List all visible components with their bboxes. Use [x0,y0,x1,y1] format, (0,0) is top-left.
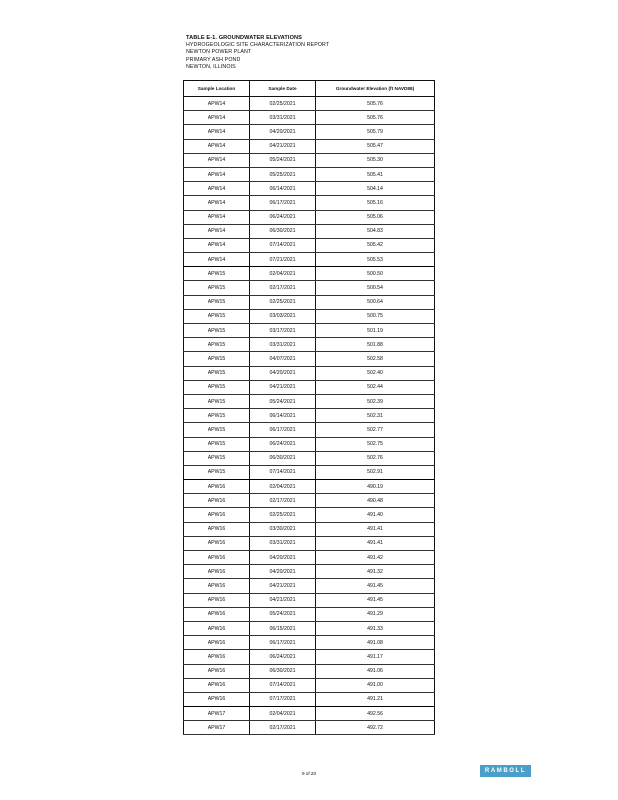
cell-sample-location: APW14 [184,224,250,238]
cell-sample-location: APW14 [184,111,250,125]
column-header-groundwater-elevation: Groundwater Elevation (ft NAVD88) [316,81,435,97]
column-header-sample-location: Sample Location [184,81,250,97]
cell-sample-date: 02/17/2021 [250,281,316,295]
cell-sample-location: APW16 [184,565,250,579]
cell-sample-location: APW15 [184,281,250,295]
cell-sample-date: 05/24/2021 [250,394,316,408]
table-row [184,394,435,408]
table-row [184,182,435,196]
cell-sample-date: 04/07/2021 [250,352,316,366]
table-row [184,238,435,252]
cell-sample-date: 03/31/2021 [250,338,316,352]
table-row [184,423,435,437]
table-header [186,35,329,71]
cell-groundwater-elevation: 504.14 [316,182,435,196]
cell-groundwater-elevation: 505.16 [316,196,435,210]
page-number: 9 of 20 [301,771,317,776]
table-row [184,125,435,139]
cell-sample-location: APW15 [184,267,250,281]
cell-sample-location: APW16 [184,536,250,550]
cell-sample-date: 07/14/2021 [250,678,316,692]
table-row [184,253,435,267]
cell-sample-date: 06/24/2021 [250,650,316,664]
cell-sample-location: APW16 [184,551,250,565]
cell-sample-location: APW16 [184,593,250,607]
cell-sample-location: APW15 [184,366,250,380]
cell-sample-date: 02/04/2021 [250,267,316,281]
table-title: TABLE E-1. GROUNDWATER ELEVATIONS [186,35,303,41]
cell-sample-location: APW16 [184,522,250,536]
cell-sample-date: 06/30/2021 [250,451,316,465]
cell-groundwater-elevation: 491.41 [316,536,435,550]
cell-groundwater-elevation: 490.48 [316,494,435,508]
cell-sample-date: 04/20/2021 [250,565,316,579]
unit-name: PRIMARY ASH POND [186,56,241,63]
cell-sample-date: 04/21/2021 [250,139,316,153]
table-row [184,650,435,664]
cell-sample-location: APW16 [184,621,250,635]
cell-groundwater-elevation: 491.06 [316,664,435,678]
cell-groundwater-elevation: 500.54 [316,281,435,295]
cell-sample-date: 02/17/2021 [250,494,316,508]
table-row [184,480,435,494]
cell-groundwater-elevation: 501.88 [316,338,435,352]
cell-groundwater-elevation: 502.91 [316,465,435,479]
cell-sample-date: 02/25/2021 [250,508,316,522]
cell-sample-date: 04/20/2021 [250,366,316,380]
cell-groundwater-elevation: 502.31 [316,409,435,423]
table-row [184,607,435,621]
table-row [184,522,435,536]
cell-groundwater-elevation: 500.75 [316,309,435,323]
cell-sample-location: APW14 [184,210,250,224]
table-row [184,494,435,508]
cell-groundwater-elevation: 491.33 [316,621,435,635]
table-row [184,451,435,465]
cell-sample-location: APW14 [184,153,250,167]
cell-groundwater-elevation: 505.47 [316,139,435,153]
table-row [184,437,435,451]
table-row [184,692,435,706]
table-row [184,167,435,181]
cell-sample-date: 06/14/2021 [250,409,316,423]
cell-sample-date: 05/24/2021 [250,607,316,621]
cell-groundwater-elevation: 500.64 [316,295,435,309]
cell-sample-location: APW14 [184,253,250,267]
cell-sample-date: 05/25/2021 [250,167,316,181]
cell-sample-location: APW15 [184,394,250,408]
cell-sample-location: APW15 [184,451,250,465]
site-location: NEWTON, ILLINOIS [186,63,236,70]
cell-sample-date: 03/30/2021 [250,522,316,536]
cell-sample-location: APW15 [184,380,250,394]
table-row [184,153,435,167]
cell-sample-date: 02/04/2021 [250,707,316,721]
cell-sample-location: APW15 [184,437,250,451]
cell-sample-date: 04/21/2021 [250,593,316,607]
cell-sample-date: 06/17/2021 [250,423,316,437]
cell-sample-date: 07/14/2021 [250,465,316,479]
table-row [184,366,435,380]
table-row [184,281,435,295]
table-row [184,707,435,721]
cell-sample-date: 07/14/2021 [250,238,316,252]
table-row [184,267,435,281]
cell-groundwater-elevation: 491.41 [316,522,435,536]
table-row [184,636,435,650]
table-row [184,295,435,309]
table-row [184,111,435,125]
cell-sample-date: 06/17/2021 [250,636,316,650]
cell-sample-location: APW15 [184,465,250,479]
cell-sample-location: APW15 [184,352,250,366]
report-name: HYDROGEOLOGIC SITE CHARACTERIZATION REPORT [186,42,330,49]
cell-sample-date: 03/31/2021 [250,111,316,125]
cell-groundwater-elevation: 491.29 [316,607,435,621]
cell-sample-date: 04/21/2021 [250,579,316,593]
cell-groundwater-elevation: 501.19 [316,324,435,338]
cell-groundwater-elevation: 492.72 [316,721,435,735]
cell-groundwater-elevation: 491.08 [316,636,435,650]
cell-groundwater-elevation: 491.00 [316,678,435,692]
cell-sample-date: 03/31/2021 [250,536,316,550]
cell-groundwater-elevation: 500.50 [316,267,435,281]
cell-sample-location: APW16 [184,678,250,692]
cell-groundwater-elevation: 505.79 [316,125,435,139]
table-row [184,621,435,635]
cell-groundwater-elevation: 491.40 [316,508,435,522]
cell-sample-date: 06/17/2021 [250,196,316,210]
cell-groundwater-elevation: 491.32 [316,565,435,579]
cell-sample-date: 07/21/2021 [250,253,316,267]
cell-groundwater-elevation: 505.53 [316,253,435,267]
table-row [184,508,435,522]
cell-sample-location: APW17 [184,721,250,735]
cell-groundwater-elevation: 491.21 [316,692,435,706]
table-row [184,409,435,423]
table-row [184,97,435,111]
cell-groundwater-elevation: 491.42 [316,551,435,565]
cell-groundwater-elevation: 491.45 [316,579,435,593]
cell-sample-date: 06/30/2021 [250,664,316,678]
cell-groundwater-elevation: 505.76 [316,111,435,125]
column-header-sample-date: Sample Date [250,81,316,97]
table-row [184,551,435,565]
cell-groundwater-elevation: 502.75 [316,437,435,451]
cell-sample-location: APW15 [184,295,250,309]
table-row [184,565,435,579]
table-row [184,309,435,323]
table-row [184,210,435,224]
cell-sample-date: 03/03/2021 [250,309,316,323]
table-row [184,678,435,692]
cell-sample-date: 04/20/2021 [250,551,316,565]
cell-sample-location: APW14 [184,97,250,111]
ramboll-logo: RAMBOLL [480,765,531,777]
cell-sample-location: APW16 [184,636,250,650]
cell-sample-location: APW14 [184,238,250,252]
cell-sample-date: 02/25/2021 [250,295,316,309]
cell-sample-date: 03/17/2021 [250,324,316,338]
cell-groundwater-elevation: 490.19 [316,480,435,494]
cell-sample-date: 06/15/2021 [250,621,316,635]
cell-sample-location: APW16 [184,480,250,494]
table-header-row [184,81,435,97]
table-row [184,224,435,238]
table-row [184,579,435,593]
cell-sample-location: APW14 [184,125,250,139]
cell-groundwater-elevation: 491.17 [316,650,435,664]
table-row [184,352,435,366]
cell-sample-date: 02/25/2021 [250,97,316,111]
cell-sample-location: APW16 [184,494,250,508]
cell-sample-date: 06/24/2021 [250,437,316,451]
cell-sample-location: APW14 [184,139,250,153]
cell-sample-location: APW16 [184,579,250,593]
table-row [184,324,435,338]
site-name: NEWTON POWER PLANT [186,49,252,56]
cell-groundwater-elevation: 505.76 [316,97,435,111]
groundwater-elevation-table [183,80,435,735]
cell-sample-date: 02/17/2021 [250,721,316,735]
table-row [184,139,435,153]
cell-groundwater-elevation: 505.42 [316,238,435,252]
cell-sample-location: APW16 [184,607,250,621]
cell-groundwater-elevation: 502.77 [316,423,435,437]
cell-sample-location: APW16 [184,664,250,678]
cell-groundwater-elevation: 505.06 [316,210,435,224]
cell-groundwater-elevation: 502.76 [316,451,435,465]
cell-sample-location: APW17 [184,707,250,721]
cell-sample-location: APW14 [184,167,250,181]
table-row [184,721,435,735]
cell-groundwater-elevation: 502.44 [316,380,435,394]
table-row [184,536,435,550]
table-row [184,664,435,678]
cell-sample-location: APW15 [184,338,250,352]
table-row [184,593,435,607]
cell-groundwater-elevation: 502.40 [316,366,435,380]
cell-sample-location: APW15 [184,324,250,338]
table-row [184,380,435,394]
cell-sample-date: 04/21/2021 [250,380,316,394]
cell-groundwater-elevation: 491.45 [316,593,435,607]
cell-sample-date: 04/20/2021 [250,125,316,139]
cell-sample-date: 07/17/2021 [250,692,316,706]
cell-sample-location: APW15 [184,423,250,437]
cell-groundwater-elevation: 505.41 [316,167,435,181]
cell-sample-date: 06/30/2021 [250,224,316,238]
cell-sample-location: APW16 [184,692,250,706]
cell-sample-location: APW16 [184,508,250,522]
cell-sample-location: APW16 [184,650,250,664]
cell-sample-location: APW15 [184,409,250,423]
cell-sample-date: 06/14/2021 [250,182,316,196]
cell-groundwater-elevation: 502.39 [316,394,435,408]
cell-groundwater-elevation: 492.56 [316,707,435,721]
cell-sample-date: 05/24/2021 [250,153,316,167]
cell-sample-location: APW14 [184,196,250,210]
table-row [184,196,435,210]
cell-sample-date: 06/24/2021 [250,210,316,224]
cell-sample-date: 02/04/2021 [250,480,316,494]
cell-groundwater-elevation: 505.30 [316,153,435,167]
cell-groundwater-elevation: 504.83 [316,224,435,238]
cell-groundwater-elevation: 502.58 [316,352,435,366]
table-row [184,338,435,352]
table-row [184,465,435,479]
cell-sample-location: APW14 [184,182,250,196]
cell-sample-location: APW15 [184,309,250,323]
